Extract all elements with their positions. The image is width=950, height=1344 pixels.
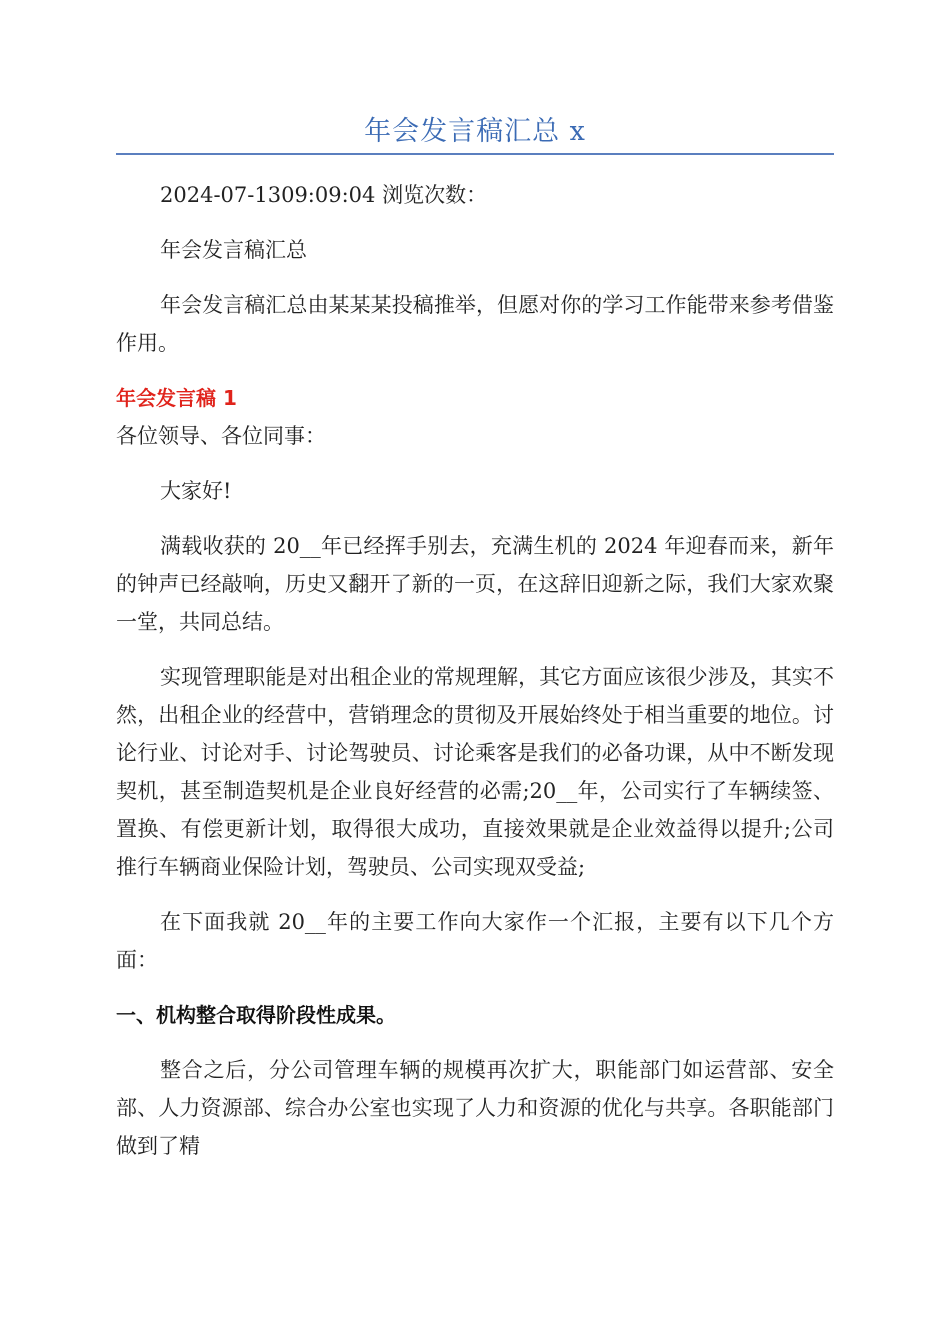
body-paragraph-1: 满载收获的 20__年已经挥手别去，充满生机的 2024 年迎春而来，新年的钟声已经敲响，历史又翻开了新的一页，在这辞旧迎新之际，我们大家欢聚一堂，共同总结。 <box>116 534 834 634</box>
greeting-paragraph: 各位领导、各位同事： <box>116 424 326 448</box>
subsection-heading: 一、机构整合取得阶段性成果。 <box>116 1003 396 1027</box>
body-paragraph-2: 实现管理职能是对出租企业的常规理解，其它方面应该很少涉及，其实不然，出租企业的经营中，营销理念的贯彻及开展始终处于相当重要的地位。讨论行业、讨论对手、讨论驾驶员、讨论乘客是我们的必备功课，从中不断发现契机，甚至制造契机是企业良好经营的必需;20__年，公司实行了车辆续签、置换、有偿更新计划，取得很大成功，直接效果就是企业效益得以提升;公司推行车辆商业保险计划，驾驶员、公司实现双受益; <box>116 665 834 879</box>
subtitle-paragraph: 年会发言稿汇总 <box>160 238 307 262</box>
document-body <box>116 176 834 1182</box>
body-paragraph-4: 整合之后，分公司管理车辆的规模再次扩大，职能部门如运营部、安全部、人力资源部、综合办公室也实现了人力和资源的优化与共享。各职能部门做到了精 <box>116 1058 834 1158</box>
meta-line: 2024-07-1309:09:04 浏览次数： <box>160 183 488 207</box>
hello-paragraph: 大家好! <box>160 479 232 503</box>
title-divider <box>116 153 834 155</box>
section-heading: 年会发言稿 1 <box>116 386 237 410</box>
body-paragraph-3: 在下面我就 20__年的主要工作向大家作一个汇报，主要有以下几个方面： <box>116 910 834 972</box>
intro-paragraph: 年会发言稿汇总由某某某投稿推举，但愿对你的学习工作能带来参考借鉴作用。 <box>116 293 834 355</box>
document-title: 年会发言稿汇总 x <box>364 116 586 147</box>
